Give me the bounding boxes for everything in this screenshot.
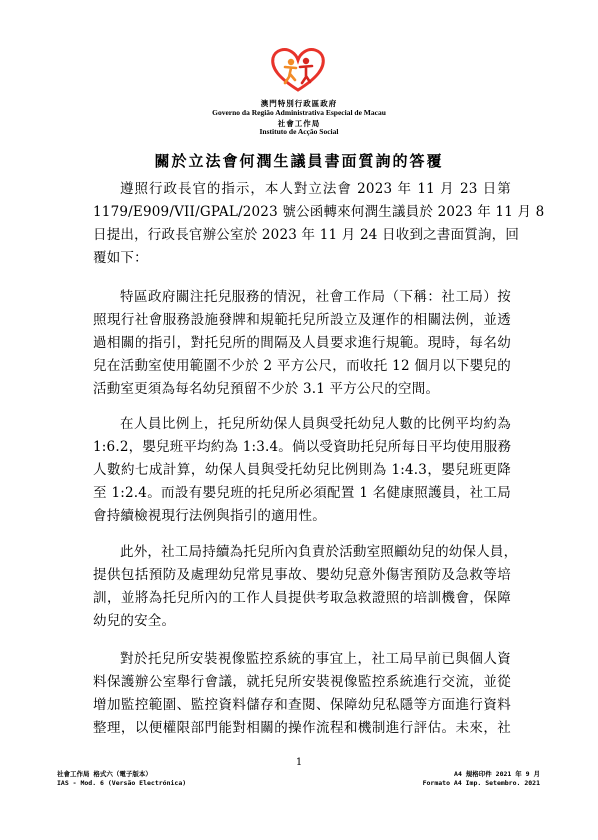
page-number: 1	[295, 757, 303, 768]
government-name-zh: 澳門特別行政區政府	[260, 99, 338, 108]
paragraph-line: 料保護辦公室舉行會議，就托兒所安裝視像監控系統進行交流，並從	[93, 674, 511, 690]
paragraph-line: 幼兒的安全。	[93, 613, 176, 629]
paragraph-line: 1179/E909/VII/GPAL/2023 號公函轉來何潤生議員於 2023 年 11 月 8	[93, 204, 545, 220]
paragraph-1	[93, 178, 545, 270]
footer-form-zh: 社會工作局 格式六（電子版本）	[57, 770, 152, 778]
footer-print-pt: Formato A4 Imp. Setembro. 2021	[422, 779, 540, 787]
footer-print-info	[423, 770, 540, 788]
paragraph-4	[93, 541, 518, 633]
paragraph-3	[93, 413, 511, 528]
paragraph-line: 活動室更須為每名幼兒預留不少於 3.1 平方公尺的空間。	[93, 381, 440, 397]
paragraph-line: 遵照行政長官的指示，本人對立法會 2023 年 11 月 23 日第	[120, 181, 511, 197]
paragraph-line: 此外，社工局持續為托兒所內負責於活動室照顧幼兒的幼保人員，	[120, 544, 518, 560]
paragraph-line: 在人員比例上，托兒所幼保人員與受托幼兒人數的比例平均約為	[120, 416, 511, 432]
government-name-pt: Governo da Região Administrativa Especial de Macau	[212, 108, 386, 117]
paragraph-line: 照現行社會服務設施發牌和規範托兒所設立及運作的相關法例，並透	[93, 312, 511, 328]
footer-print-zh: A4 規格印件 2021 年 9 月	[454, 770, 540, 778]
paragraph-line: 日提出，行政長官辦公室於 2023 年 11 月 24 日收到之書面質詢，回	[93, 227, 520, 243]
paragraph-line: 整理，以便權限部門能對相關的操作流程和機制進行評估。未來，社	[93, 720, 511, 736]
paragraph-line: 過相關的指引，對托兒所的間隔及人員要求進行規範。現時，每名幼	[93, 335, 511, 351]
paragraph-line: 增加監控範圍、監控資料儲存和查閱、保障幼兒私隱等方面進行資料	[93, 697, 511, 713]
paragraph-line: 訓，並將為托兒所內的工作人員提供考取急救證照的培訓機會，保障	[93, 590, 511, 606]
department-name-zh: 社會工作局	[277, 119, 321, 128]
paragraph-line: 人數約七成計算，幼保人員與受托幼兒比例則為 1:4.3，嬰兒班更降	[93, 462, 511, 478]
footer-form-pt: IAS - Mod. 6 (Versão Electrónica)	[57, 779, 187, 787]
paragraph-line: 對於托兒所安裝視像監控系統的事宜上，社工局早前已與個人資	[120, 651, 511, 667]
paragraph-line: 特區政府關注托兒服務的情況，社會工作局（下稱：社工局）按	[120, 289, 511, 305]
paragraph-line: 會持續檢視現行法例與指引的適用性。	[93, 508, 326, 524]
paragraph-line: 提供包括預防及處理幼兒常見事故、嬰幼兒意外傷害預防及急救等培	[93, 567, 511, 583]
paragraph-line: 兒在活動室使用範圍不少於 2 平方公尺，而收托 12 個月以下嬰兒的	[93, 358, 511, 374]
paragraph-2	[93, 286, 511, 401]
paragraph-5	[93, 648, 511, 740]
document-title: 關於立法會何潤生議員書面質詢的答覆	[154, 152, 444, 170]
paragraph-line: 至 1:2.4。而設有嬰兒班的托兒所必須配置 1 名健康照護員，社工局	[93, 485, 511, 501]
paragraph-line: 覆如下：	[93, 250, 148, 266]
department-name-pt: Instituto de Acção Social	[259, 127, 339, 136]
footer-form-info	[57, 770, 186, 788]
paragraph-line: 1:6.2，嬰兒班平均約為 1:3.4。倘以受資助托兒所每日平均使用服務	[93, 439, 512, 455]
ias-logo-icon	[269, 46, 327, 92]
